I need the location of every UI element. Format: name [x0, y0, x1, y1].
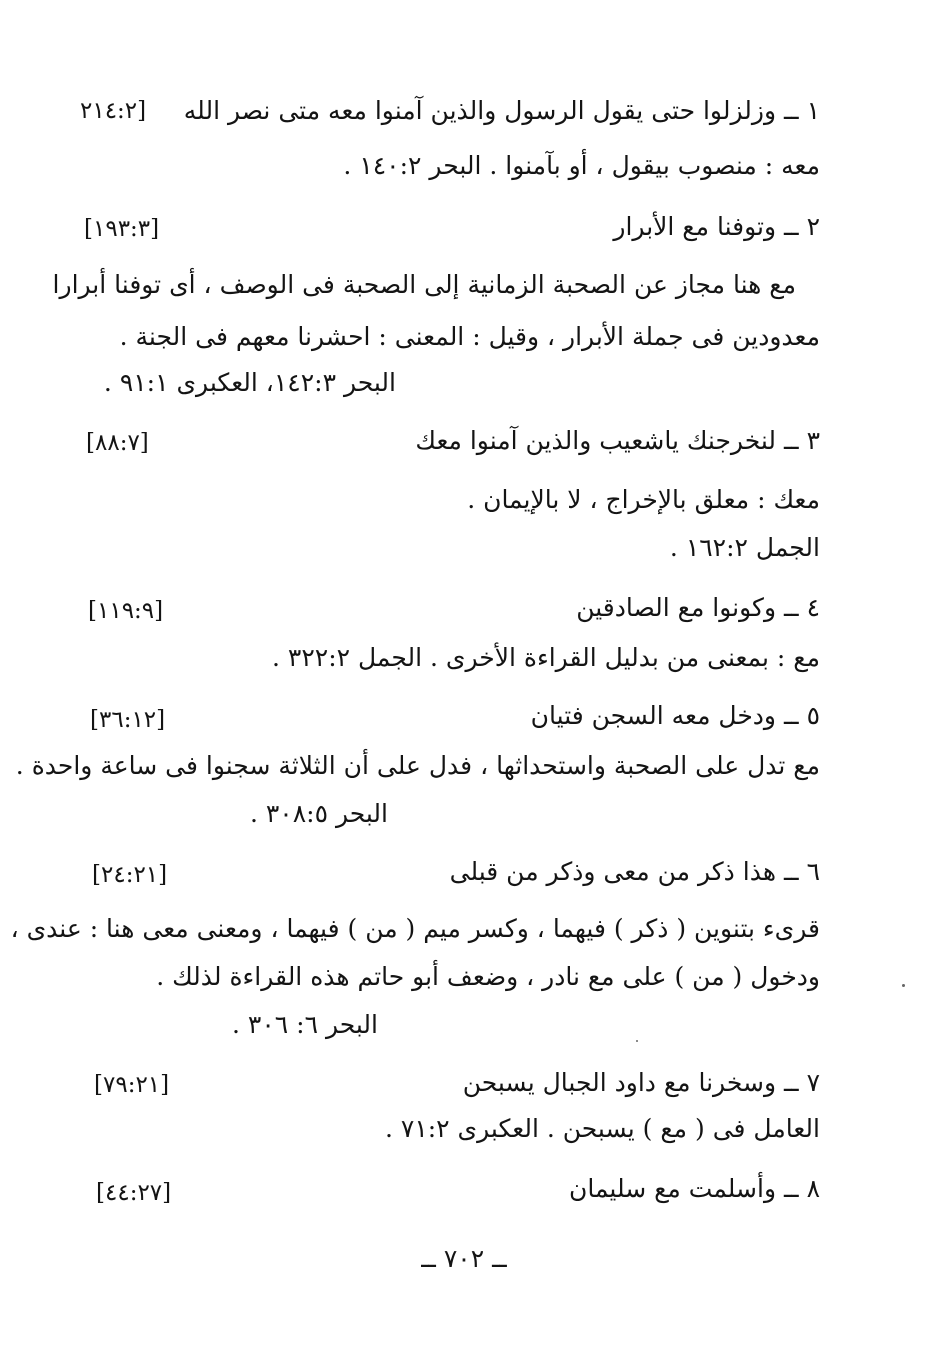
verse-2: ٢ ــ وتوفنا مع الأبرار	[613, 212, 820, 241]
commentary-2-line-1: مع هنا مجاز عن الصحبة الزمانية إلى الصحبة فى الوصف ، أى توفنا أبرارا	[52, 270, 796, 299]
scan-speck	[902, 984, 905, 987]
verse-ref-1: [٢١٤:٢	[80, 98, 147, 124]
verse-6: ٦ ــ هذا ذكر من معى وذكر من قبلى	[449, 857, 820, 886]
page-number: ــ ٧٠٢ ــ	[421, 1244, 507, 1273]
verse-4: ٤ ــ وكونوا مع الصادقين	[576, 593, 820, 622]
commentary-6-line-1: قرىء بتنوين ( ذكر ) فيهما ، وكسر ميم ( من ) فيهما ، ومعنى معى هنا : عندى ،	[10, 914, 820, 943]
verse-ref-5: [٣٦:١٢]	[90, 707, 166, 733]
verse-1: ١ ــ وزلزلوا حتى يقول الرسول والذين آمنوا معه متى نصر الله	[183, 96, 820, 125]
verse-8: ٨ ــ وأسلمت مع سليمان	[568, 1174, 820, 1203]
commentary-3-line-2: الجمل ١٦٢:٢ .	[669, 533, 820, 562]
commentary-1-line-1: معه : منصوب بيقول ، أو بآمنوا . البحر ١٤٠:٢ .	[343, 151, 820, 180]
verse-ref-6: [٢٤:٢١]	[92, 862, 168, 888]
commentary-4-line-1: مع : بمعنى من بدليل القراءة الأخرى . الجمل ٣٢٢:٢ .	[272, 643, 820, 672]
verse-ref-3: [٨٨:٧]	[86, 430, 149, 456]
commentary-3-line-1: معك : معلق بالإخراج ، لا بالإيمان .	[467, 485, 820, 514]
verse-7: ٧ ــ وسخرنا مع داود الجبال يسبحن	[462, 1068, 820, 1097]
verse-ref-2: [١٩٣:٣]	[84, 216, 160, 242]
commentary-6-line-3: البحر ٦: ٣٠٦ .	[231, 1010, 378, 1039]
verse-3: ٣ ــ لنخرجنك ياشعيب والذين آمنوا معك	[415, 426, 820, 455]
verse-ref-8: [٤٤:٢٧]	[96, 1180, 172, 1206]
commentary-7-line-1: العامل فى ( مع ) يسبحن . العكبرى ٧١:٢ .	[384, 1114, 820, 1143]
commentary-5-line-2: البحر ٣٠٨:٥ .	[249, 799, 388, 828]
commentary-5-line-1: مع تدل على الصحبة واستحداثها ، فدل على أن الثلاثة سجنوا فى ساعة واحدة .	[15, 751, 820, 780]
verse-ref-7: [٧٩:٢١]	[94, 1072, 170, 1098]
commentary-2-line-2: معدودين فى جملة الأبرار ، وقيل : المعنى : احشرنا معهم فى الجنة .	[119, 322, 820, 351]
scan-speck	[636, 1040, 638, 1042]
commentary-2-line-3: البحر ١٤٢:٣، العكبرى ٩١:١ .	[103, 368, 396, 397]
verse-5: ٥ ــ ودخل معه السجن فتيان	[530, 701, 820, 730]
commentary-6-line-2: ودخول ( من ) على مع نادر ، وضعف أبو حاتم هذه القراءة لذلك .	[156, 962, 820, 991]
verse-ref-4: [١١٩:٩]	[88, 598, 164, 624]
